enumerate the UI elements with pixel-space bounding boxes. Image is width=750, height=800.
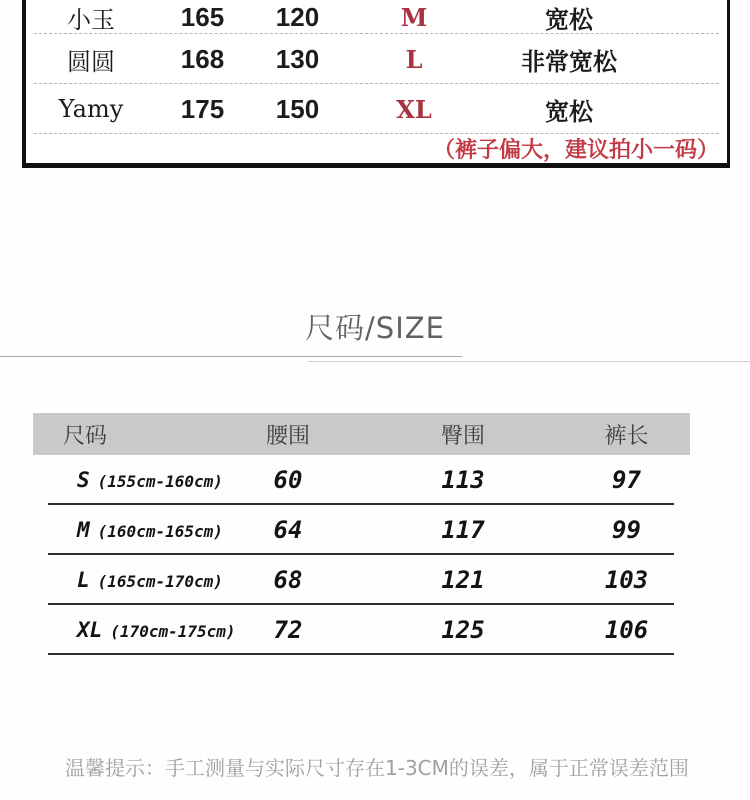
size-height-range: (165cm-170cm) (97, 572, 223, 591)
header-waist: 腰围 (265, 423, 310, 449)
size-section-title: 尺码/SIZE (305, 311, 445, 345)
model-fit: 宽松 (545, 96, 593, 126)
header-hip: 臀围 (440, 423, 485, 449)
waist-value: 68 (273, 566, 303, 594)
size-letter: L (77, 568, 90, 592)
model-fit: 宽松 (545, 5, 593, 34)
header-length: 裤长 (604, 423, 649, 449)
waist-value: 60 (273, 466, 303, 494)
model-fit: 非常宽松 (521, 46, 617, 76)
size-label (33, 518, 223, 542)
model-name: 圆圆 (67, 47, 115, 76)
model-size: L (405, 44, 423, 74)
hip-value: 121 (441, 566, 485, 594)
size-height-range: (170cm-175cm) (110, 622, 236, 641)
hip-value: 117 (441, 516, 485, 544)
measurement-tip: 温馨提示：手工测量与实际尺寸存在1-3CM的误差，属于正常误差范围 (65, 756, 689, 780)
model-height: 168 (180, 43, 225, 74)
model-size: XL (396, 94, 432, 124)
model-row (26, 34, 727, 84)
size-letter: S (77, 468, 90, 492)
length-value: 103 (604, 566, 649, 594)
hip-value: 125 (441, 616, 485, 644)
size-table-header (33, 413, 690, 455)
waist-value: 64 (273, 516, 303, 544)
size-height-range: (155cm-160cm) (97, 472, 223, 491)
waist-value: 72 (273, 616, 303, 644)
model-weight: 150 (275, 93, 320, 124)
length-value: 106 (604, 616, 649, 644)
size-label (33, 568, 223, 592)
size-height-range: (160cm-165cm) (97, 522, 223, 541)
model-row (26, 84, 727, 134)
divider-line-right (308, 361, 750, 362)
model-reference-table (22, 0, 730, 168)
size-row (33, 505, 690, 555)
size-letter: M (77, 518, 90, 542)
divider-line-left (0, 356, 462, 357)
model-note-row (26, 134, 727, 163)
size-row (33, 605, 690, 655)
size-chart-table (33, 413, 690, 655)
size-label (33, 618, 236, 642)
length-value: 97 (612, 466, 641, 494)
model-row (26, 0, 727, 34)
header-size: 尺码 (63, 423, 108, 449)
length-value: 99 (612, 516, 641, 544)
model-height: 165 (180, 2, 225, 32)
size-label (33, 468, 223, 492)
model-weight: 130 (275, 43, 320, 74)
hip-value: 113 (441, 466, 485, 494)
model-size: M (400, 3, 428, 32)
model-weight: 120 (275, 2, 320, 32)
size-letter: XL (77, 618, 103, 642)
size-row (33, 555, 690, 605)
size-row (33, 455, 690, 505)
model-name: 小玉 (67, 6, 115, 34)
model-name: Yamy (58, 95, 124, 123)
model-height: 175 (180, 93, 225, 124)
size-advice-note: （裤子偏大，建议拍小一码） (432, 137, 719, 163)
